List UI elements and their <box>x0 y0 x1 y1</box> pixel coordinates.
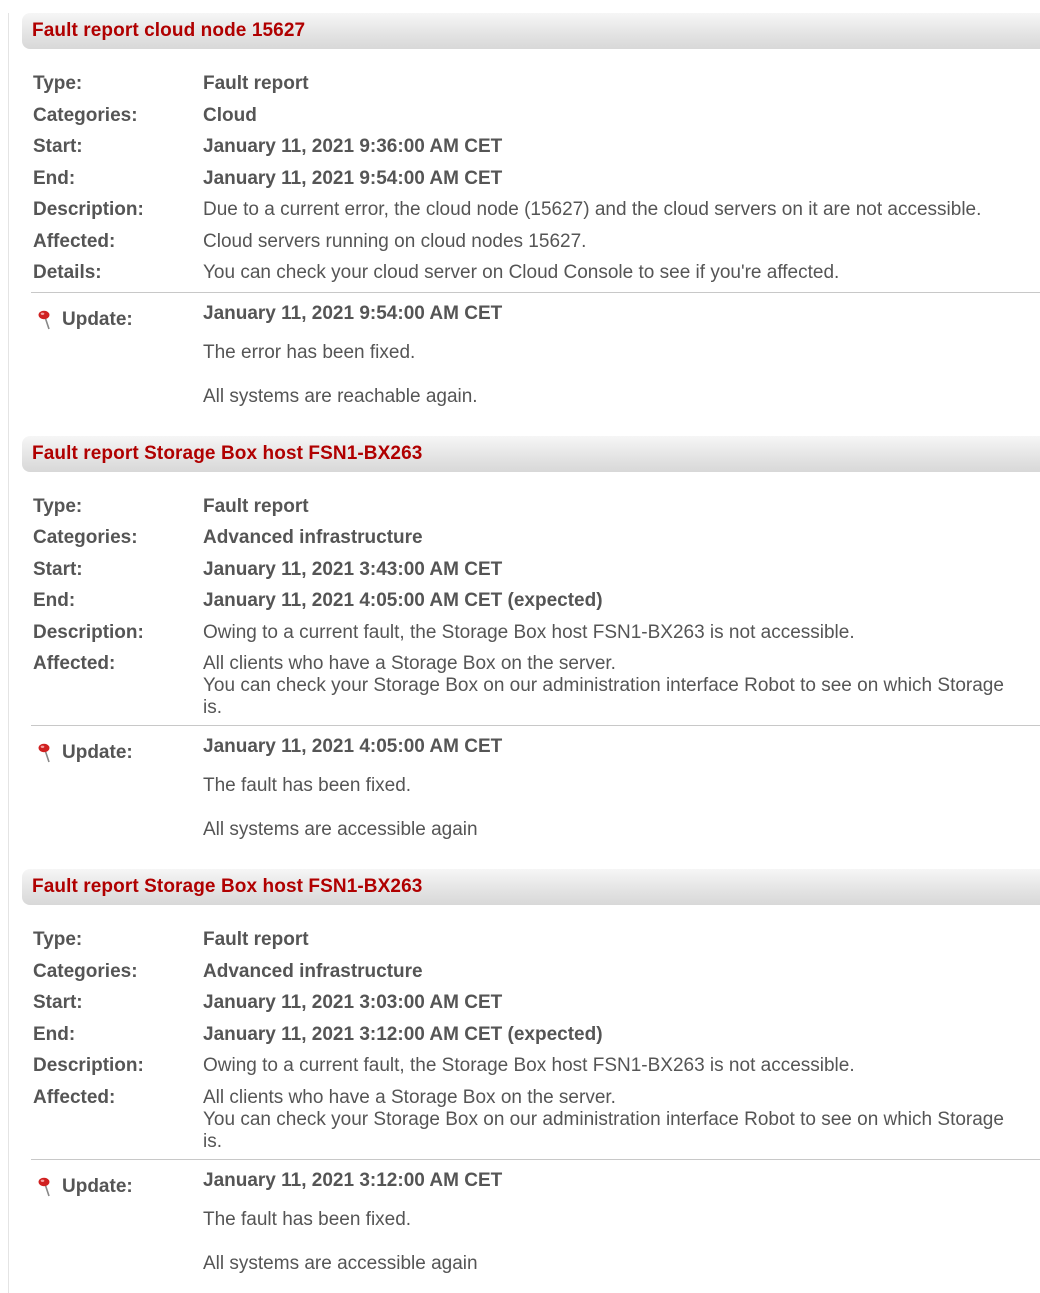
start-row <box>22 555 1040 587</box>
affected-label: Affected: <box>33 653 116 674</box>
end-label: End: <box>33 167 76 189</box>
details-label: Details: <box>33 262 102 283</box>
report-fields <box>22 905 1040 1153</box>
type-value: Fault report <box>203 495 309 517</box>
description-label: Description: <box>33 1055 144 1076</box>
update-line: All systems are reachable again. <box>203 385 478 407</box>
end-row <box>22 1020 1040 1052</box>
update-body <box>203 1168 502 1275</box>
update-line: The fault has been fixed. <box>203 1208 412 1230</box>
type-label: Type: <box>33 929 83 950</box>
start-label: Start: <box>33 558 83 580</box>
update-date: January 11, 2021 3:12:00 AM CET <box>203 1169 503 1191</box>
affected-row <box>22 649 1040 719</box>
update-line: The error has been fixed. <box>203 341 416 363</box>
page-left-rule <box>8 13 9 1293</box>
description-row <box>22 195 1040 227</box>
update-label: Update: <box>62 1175 133 1197</box>
update-body <box>203 734 502 841</box>
affected-line: All clients who have a Storage Box on the server. <box>203 1086 616 1108</box>
affected-line: You can check your Storage Box on our administration interface Robot to see on which Storage <box>203 1108 1004 1130</box>
categories-label: Categories: <box>33 104 138 126</box>
pushpin-icon <box>37 309 55 331</box>
categories-row <box>22 523 1040 555</box>
update-line: The fault has been fixed. <box>203 775 412 796</box>
update-section <box>22 293 1040 408</box>
update-label: Update: <box>62 308 133 330</box>
type-value: Fault report <box>203 73 309 94</box>
affected-label: Affected: <box>33 1086 116 1108</box>
report-fields <box>22 472 1040 720</box>
affected-line: is. <box>203 1130 222 1152</box>
end-row <box>22 164 1040 196</box>
categories-row <box>22 101 1040 133</box>
report-title[interactable]: Fault report cloud node 15627 <box>32 20 306 41</box>
affected-row <box>22 227 1040 259</box>
end-value: January 11, 2021 3:12:00 AM CET (expected) <box>203 1023 603 1045</box>
fault-report <box>22 869 1040 1275</box>
affected-line: You can check your Storage Box on our administration interface Robot to see on which Storage <box>203 675 1004 696</box>
end-label: End: <box>33 590 76 611</box>
update-label-cell <box>22 734 203 841</box>
update-label-cell <box>22 1168 203 1275</box>
description-row <box>22 618 1040 650</box>
update-label-cell <box>22 301 203 408</box>
update-section <box>22 726 1040 841</box>
start-label: Start: <box>33 992 83 1013</box>
pushpin-icon <box>37 742 55 764</box>
update-body <box>203 301 502 408</box>
type-label: Type: <box>33 73 83 94</box>
end-value: January 11, 2021 4:05:00 AM CET (expected) <box>203 590 603 611</box>
description-label: Description: <box>33 621 144 643</box>
end-label: End: <box>33 1023 76 1045</box>
start-value: January 11, 2021 9:36:00 AM CET <box>203 136 503 157</box>
categories-row <box>22 957 1040 989</box>
type-row <box>22 492 1040 524</box>
affected-row <box>22 1083 1040 1153</box>
start-row <box>22 132 1040 164</box>
update-line: All systems are accessible again <box>203 819 478 840</box>
type-value: Fault report <box>203 929 309 950</box>
categories-value: Advanced infrastructure <box>203 960 423 982</box>
details-value: You can check your cloud server on Cloud Console to see if you're affected. <box>203 262 840 283</box>
categories-label: Categories: <box>33 527 138 548</box>
details-row <box>22 258 1040 290</box>
description-value: Owing to a current fault, the Storage Box host FSN1-BX263 is not accessible. <box>203 621 855 643</box>
affected-value <box>203 649 1004 719</box>
update-date: January 11, 2021 4:05:00 AM CET <box>203 736 503 757</box>
end-row <box>22 586 1040 618</box>
report-title[interactable]: Fault report Storage Box host FSN1-BX263 <box>32 876 423 897</box>
update-section <box>22 1160 1040 1275</box>
report-header <box>22 436 1040 472</box>
affected-line: All clients who have a Storage Box on the server. <box>203 653 616 674</box>
fault-report <box>22 13 1040 408</box>
start-row <box>22 988 1040 1020</box>
report-header <box>22 13 1040 49</box>
description-row <box>22 1051 1040 1083</box>
update-date: January 11, 2021 9:54:00 AM CET <box>203 302 503 324</box>
update-line: All systems are accessible again <box>203 1252 478 1274</box>
end-value: January 11, 2021 9:54:00 AM CET <box>203 167 503 189</box>
pushpin-icon <box>37 1176 55 1198</box>
categories-value: Cloud <box>203 104 257 126</box>
update-label: Update: <box>62 742 133 763</box>
affected-label: Affected: <box>33 230 116 252</box>
categories-label: Categories: <box>33 960 138 982</box>
type-label: Type: <box>33 495 83 517</box>
report-header <box>22 869 1040 905</box>
report-title[interactable]: Fault report Storage Box host FSN1-BX263 <box>32 442 423 464</box>
type-row <box>22 69 1040 101</box>
start-value: January 11, 2021 3:43:00 AM CET <box>203 558 503 580</box>
report-fields <box>22 49 1040 290</box>
description-label: Description: <box>33 199 144 220</box>
affected-value <box>203 1083 1004 1153</box>
start-label: Start: <box>33 136 83 157</box>
affected-line: is. <box>203 697 222 718</box>
start-value: January 11, 2021 3:03:00 AM CET <box>203 992 503 1013</box>
type-row <box>22 925 1040 957</box>
fault-report <box>22 436 1040 842</box>
description-value: Owing to a current fault, the Storage Box host FSN1-BX263 is not accessible. <box>203 1055 855 1076</box>
description-value: Due to a current error, the cloud node (15627) and the cloud servers on it are not accessible. <box>203 199 982 220</box>
categories-value: Advanced infrastructure <box>203 527 423 548</box>
affected-value: Cloud servers running on cloud nodes 15627. <box>203 230 587 252</box>
